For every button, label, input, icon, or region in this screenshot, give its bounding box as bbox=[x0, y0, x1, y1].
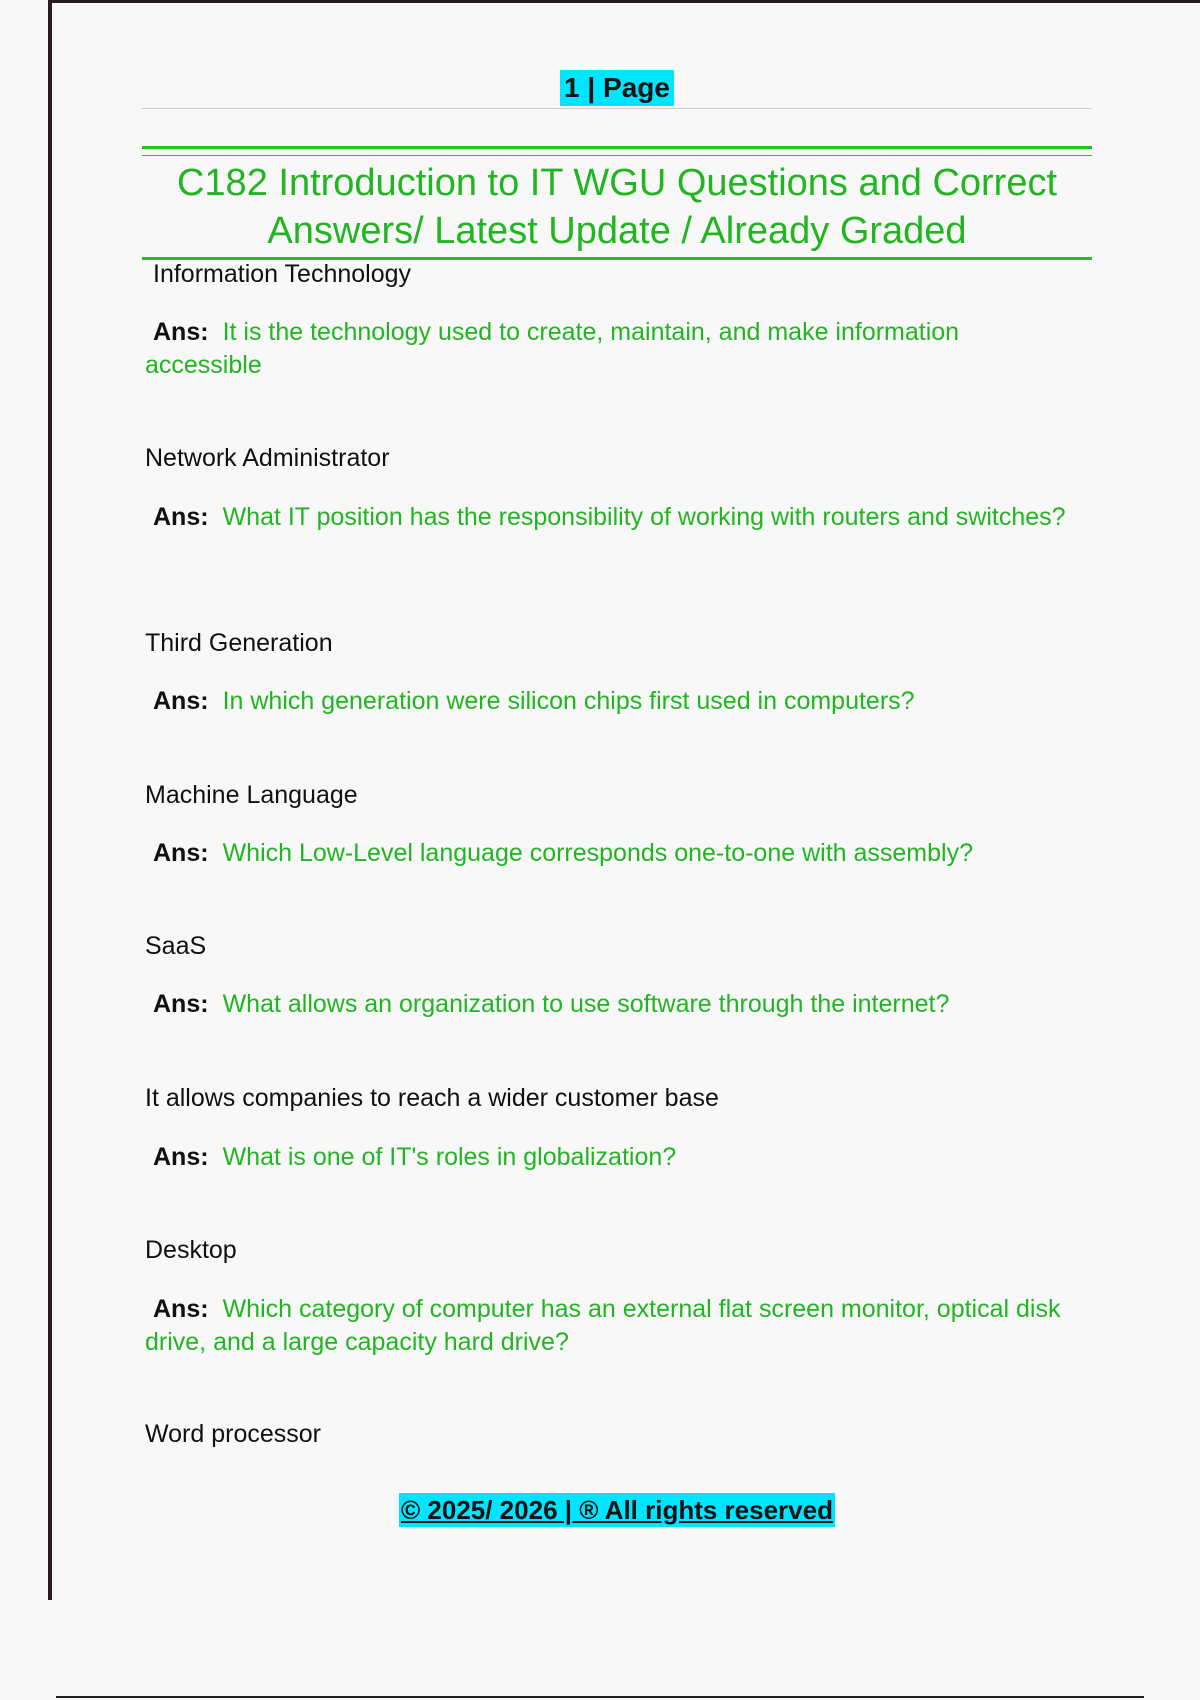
qa-answer bbox=[145, 501, 1075, 534]
ans-label: Ans: bbox=[153, 687, 209, 715]
copyright-notice: © 2025/ 2026 | ® All rights reserved bbox=[401, 1495, 833, 1525]
ans-label: Ans: bbox=[153, 1143, 209, 1171]
qa-term: Information Technology bbox=[153, 260, 412, 288]
page-header bbox=[0, 70, 1200, 106]
header-divider bbox=[142, 108, 1092, 109]
ans-label: Ans: bbox=[153, 503, 209, 531]
qa-answer bbox=[145, 1293, 1075, 1359]
qa-answer-text: What is one of IT's roles in globalization? bbox=[222, 1143, 677, 1171]
qa-term: Word processor bbox=[145, 1420, 321, 1448]
ans-label: Ans: bbox=[153, 990, 209, 1018]
ans-label: Ans: bbox=[153, 839, 209, 867]
title-inner-rule bbox=[142, 155, 1092, 156]
page-footer bbox=[0, 1493, 1200, 1527]
qa-answer-text: What allows an organization to use software through the internet? bbox=[222, 990, 950, 1018]
qa-term: SaaS bbox=[145, 932, 207, 960]
page-top-border bbox=[48, 0, 1200, 3]
qa-answer-text: Which category of computer has an external flat screen monitor, optical disk drive, and a large capacity hard drive? bbox=[145, 1295, 1061, 1356]
qa-term: Desktop bbox=[145, 1236, 237, 1264]
qa-answer bbox=[145, 316, 1075, 382]
page-left-border bbox=[48, 0, 52, 1600]
qa-term: It allows companies to reach a wider customer base bbox=[145, 1084, 719, 1112]
qa-answer bbox=[145, 988, 1075, 1021]
qa-answer bbox=[145, 1141, 1075, 1174]
qa-term: Network Administrator bbox=[145, 444, 390, 472]
qa-answer bbox=[145, 837, 1075, 870]
qa-answer-text: Which Low-Level language corresponds one-to-one with assembly? bbox=[222, 839, 973, 867]
qa-answer-text: What IT position has the responsibility of working with routers and switches? bbox=[222, 503, 1066, 531]
qa-answer bbox=[145, 685, 1075, 718]
ans-label: Ans: bbox=[153, 318, 209, 346]
page-number-label: 1 | Page bbox=[560, 70, 674, 106]
qa-term: Third Generation bbox=[145, 629, 333, 657]
qa-answer-text: It is the technology used to create, maintain, and make information accessible bbox=[145, 318, 960, 379]
ans-label: Ans: bbox=[153, 1295, 209, 1323]
qa-term: Machine Language bbox=[145, 781, 358, 809]
title-block bbox=[142, 146, 1092, 260]
document-title: C182 Introduction to IT WGU Questions and Correct Answers/ Latest Update / Already Graded bbox=[176, 162, 1058, 252]
qa-answer-text: In which generation were silicon chips first used in computers? bbox=[222, 687, 915, 715]
bottom-divider bbox=[56, 1696, 1144, 1698]
